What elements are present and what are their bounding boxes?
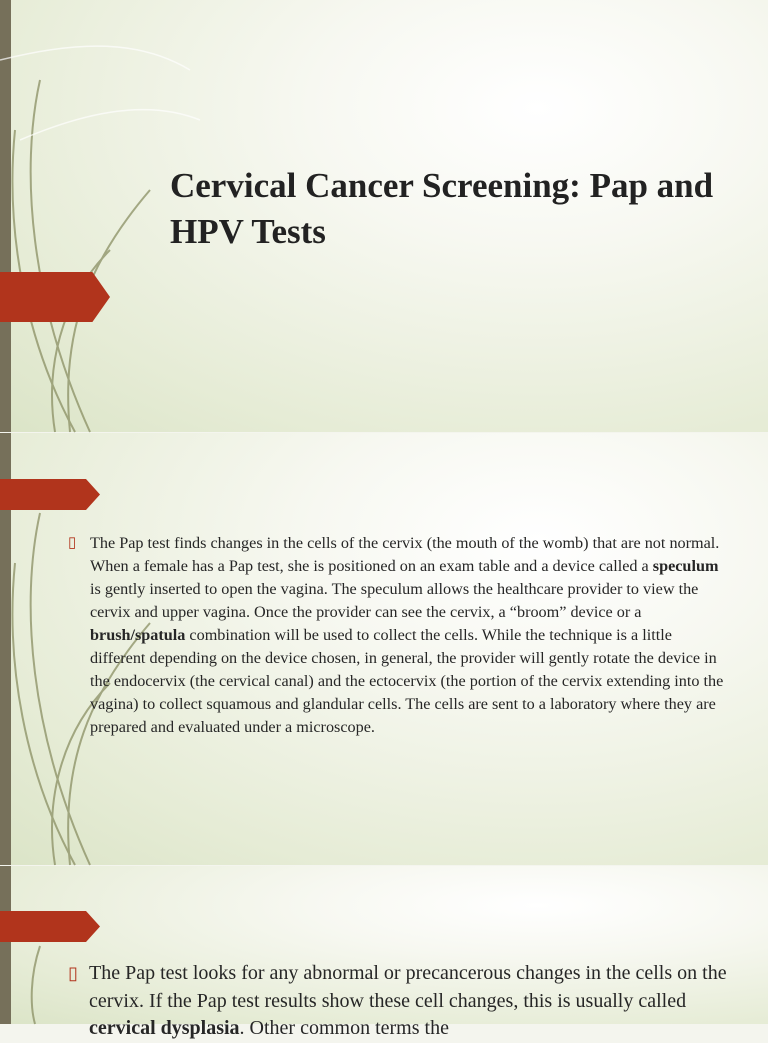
paragraph-text: . Other common terms the [239, 1017, 449, 1039]
paragraph-text: is gently inserted to open the vagina. The speculum allows the healthcare provider to view the cervix and upper vagina. Once the provider can see the cervix, a “broom” device or a [90, 580, 699, 621]
square-bullet-icon: ▯ [68, 535, 77, 551]
slide-title [0, 0, 768, 432]
slide-pap-test-description [0, 433, 768, 865]
slide-title-text: Cervical Cancer Screening: Pap and HPV Tests [170, 166, 714, 251]
pap-results-paragraph [89, 960, 739, 1043]
term-cervical-dysplasia: cervical dysplasia [89, 1017, 240, 1039]
paragraph-text: The Pap test finds changes in the cells of the cervix (the mouth of the womb) that are not normal. When a female has a Pap test, she is positioned on an exam table and a device called a [90, 534, 720, 575]
paragraph-text: combination will be used to collect the cells. While the technique is a little different depending on the device chosen, in general, the provider will gently rotate the device in the endocervix (the cervical canal) and the ectocervix (the portion of the cervix extending into the vagina) to collect squamous and glandular cells. The cells are sent to a laboratory where they are prepared and evaluated under a microscope. [90, 626, 724, 736]
pap-test-paragraph [90, 532, 730, 739]
square-bullet-icon: ▯ [68, 963, 78, 983]
slide-accent-arrow [0, 911, 100, 942]
term-speculum: speculum [652, 557, 719, 575]
term-brush-spatula: brush/spatula [90, 626, 186, 644]
slide-pap-test-results [0, 866, 768, 1039]
title-accent-arrow [0, 272, 110, 322]
slide-accent-arrow [0, 479, 100, 510]
paragraph-text: The Pap test looks for any abnormal or precancerous changes in the cells on the cervix. If the Pap test results show these cell changes, this is usually called [89, 962, 727, 1012]
